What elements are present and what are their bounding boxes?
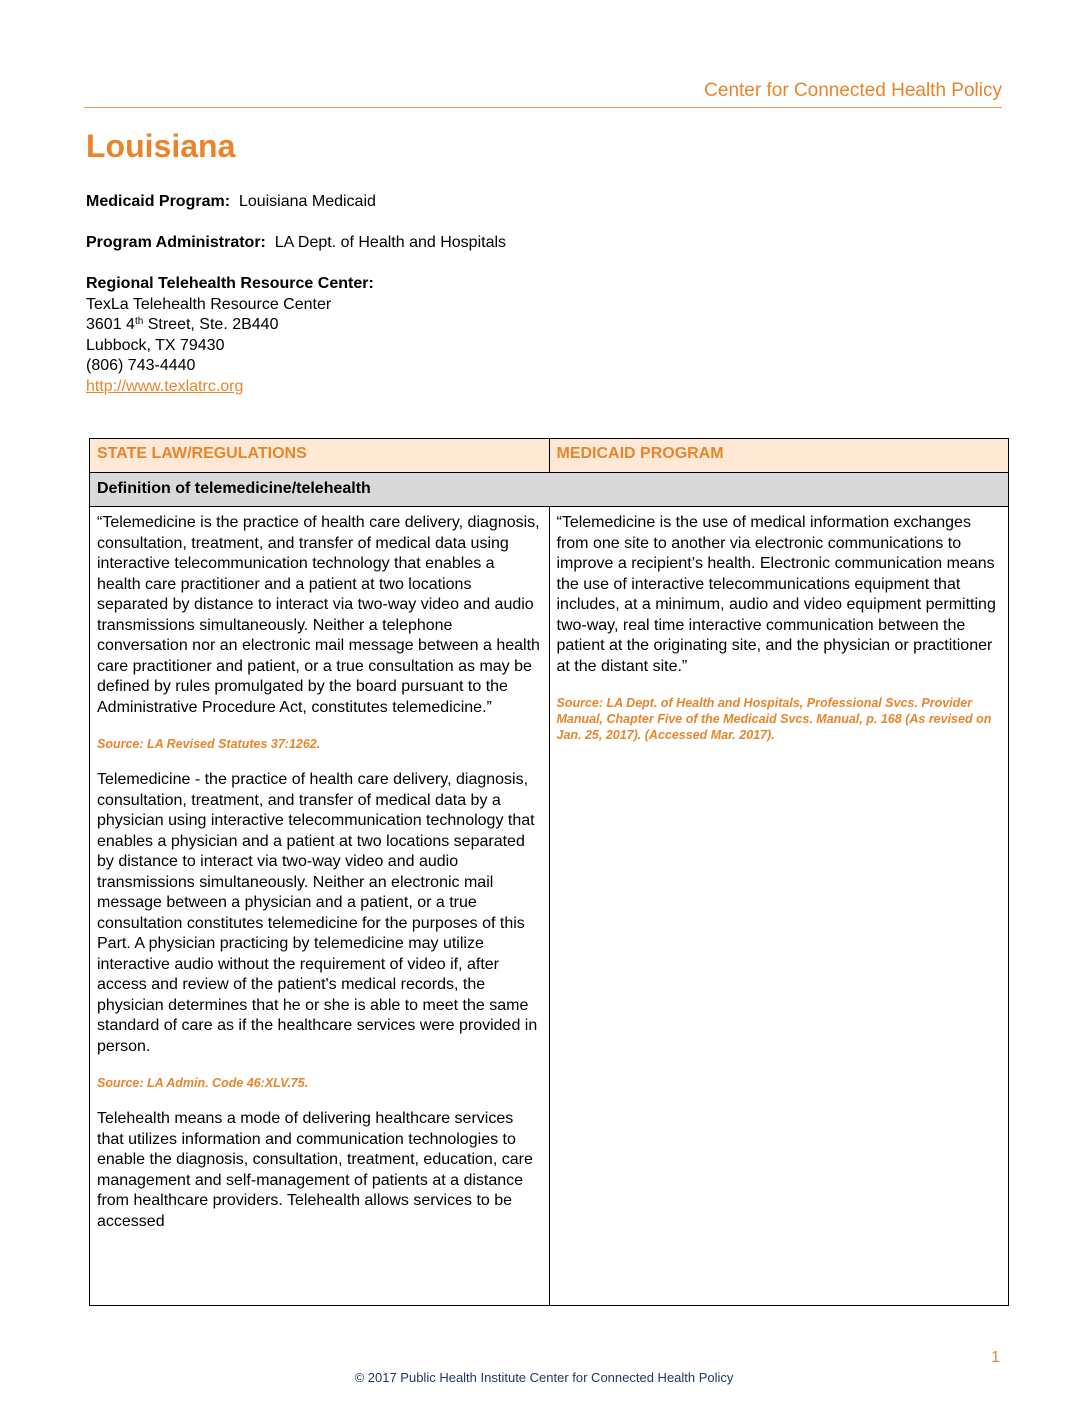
state-law-source-1: Source: LA Revised Statutes 37:1262. <box>97 737 321 751</box>
state-law-text-2: Telemedicine - the practice of health care delivery, diagnosis, consultation, treatment, and transfer of medical data by a physician using interactive telecommunication technology that enables a physician and a patient at two locations separated by distance to interact via two-way video and audio transmissions simultaneously. Neither an electronic mail message between a physician and a patient, or a true consultation constitutes telemedicine for the purposes of this Part. A physician practicing by telemedicine may utilize interactive audio without the requirement of video if, after access and review of the patient's medical records, the physician determines that he or she is able to meet the same standard of care as if the healthcare services were provided in person. <box>97 771 538 1055</box>
rtrc-website-link[interactable]: http://www.texlatrc.org <box>86 377 244 395</box>
rtrc-name: TexLa Telehealth Resource Center <box>86 295 332 313</box>
administrator-line <box>86 233 506 254</box>
table-row <box>90 507 1009 1306</box>
footer-copyright: © 2017 Public Health Institute Center for Connected Health Policy <box>354 1370 734 1385</box>
rtrc-label: Regional Telehealth Resource Center: <box>86 275 374 292</box>
table-header-row <box>90 439 1009 473</box>
policy-table <box>89 438 1009 1306</box>
page-title: Louisiana <box>86 128 236 164</box>
rtrc-phone: (806) 743-4440 <box>86 357 196 374</box>
state-law-cell <box>90 507 550 1306</box>
medicaid-program-value: Louisiana Medicaid <box>238 193 376 210</box>
rtrc-street: 3601 4th Street, Ste. 2B440 <box>86 316 279 333</box>
medicaid-source-1: Source: LA Dept. of Health and Hospitals, Professional Svcs. Provider Manual, Chapter Five of the Medicaid Svcs. Manual, p. 168 (As revised on Jan. 25, 2017). (Accessed Mar. 2017). <box>556 696 992 742</box>
column-header-medicaid: MEDICAID PROGRAM <box>549 439 1009 473</box>
column-header-state-law: STATE LAW/REGULATIONS <box>90 439 550 473</box>
medicaid-program-line <box>86 192 506 213</box>
administrator-label: Program Administrator: <box>86 234 266 251</box>
section-row <box>90 473 1009 507</box>
header-organization: Center for Connected Health Policy <box>704 80 1002 101</box>
administrator-value: LA Dept. of Health and Hospitals <box>274 234 507 251</box>
medicaid-program-label: Medicaid Program: <box>86 193 231 210</box>
header-divider <box>84 107 1002 108</box>
program-info <box>86 192 506 397</box>
section-title: Definition of telemedicine/telehealth <box>90 473 1009 507</box>
medicaid-cell <box>549 507 1009 1306</box>
rtrc-city: Lubbock, TX 79430 <box>86 336 225 354</box>
state-law-source-2: Source: LA Admin. Code 46:XLV.75. <box>97 1076 309 1090</box>
medicaid-text-1: “Telemedicine is the use of medical information exchanges from one site to another via electronic communications to improve a recipient’s health. Electronic communication means the use of interactive telecommunications equipment that includes, at a minimum, audio and video equipment permitting two-way, real time interactive communication between the patient at the originating site, and the physician or practitioner at the distant site.” <box>556 514 996 675</box>
page-number: 1 <box>991 1349 1000 1366</box>
state-law-text-3: Telehealth means a mode of delivering healthcare services that utilizes information and communication technologies to enable the diagnosis, consultation, treatment, education, care management and self-management of patients at a distance from healthcare providers. Telehealth allows services to be accessed <box>97 1110 533 1230</box>
state-law-text-1: “Telemedicine is the practice of health care delivery, diagnosis, consultation, treatment, and transfer of medical data using interactive telecommunication technology that enables a health care practitioner and a patient at two locations separated by distance to interact via two-way video and audio transmissions simultaneously. Neither a telephone conversation nor an electronic mail message between a health care practitioner and patient, or a true consultation as may be defined by rules promulgated by the board pursuant to the Administrative Procedure Act, constitutes telemedicine.” <box>97 514 540 716</box>
